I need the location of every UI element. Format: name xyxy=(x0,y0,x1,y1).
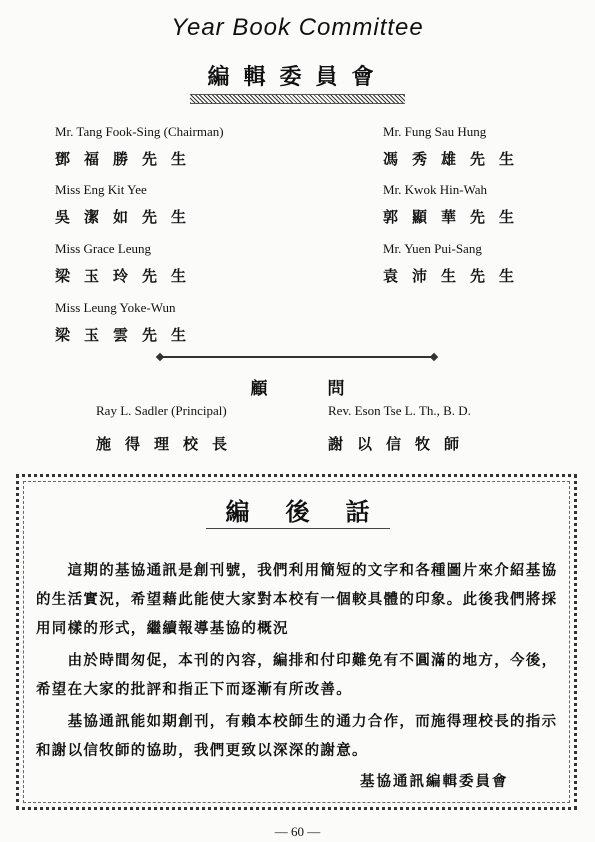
committee-member xyxy=(55,124,224,169)
committee-member xyxy=(55,300,200,345)
member-name-zh: 郭顯華先生 xyxy=(383,210,529,226)
advisor-name-en: Ray L. Sadler (Principal) xyxy=(96,403,227,418)
advisor xyxy=(96,403,241,454)
afterword-title-rule xyxy=(206,528,390,530)
member-name-en: Mr. Kwok Hin-Wah xyxy=(383,182,488,197)
member-name-en: Miss Grace Leung xyxy=(55,241,152,256)
committee-member xyxy=(383,124,528,169)
committee-member xyxy=(383,182,528,227)
member-name-zh: 鄧福勝先生 xyxy=(55,152,201,168)
advisors-heading: 顧問 xyxy=(250,379,405,398)
advisor-name-zh: 施得理校長 xyxy=(96,437,242,453)
member-name-en: Miss Leung Yoke-Wun xyxy=(55,300,176,315)
member-name-en: Mr. Fung Sau Hung xyxy=(383,124,487,139)
hatched-rule xyxy=(190,94,405,104)
committee-member xyxy=(55,182,200,227)
member-name-en: Miss Eng Kit Yee xyxy=(55,182,147,197)
member-name-zh: 袁沛生先生 xyxy=(383,269,529,285)
afterword-paragraph: 基協通訊能如期創刊，有賴本校師生的通力合作，而施得理校長的指示和謝以信牧師的協助，我們更致以深深的謝意。 xyxy=(36,714,558,759)
page-title: Year Book Committee xyxy=(171,14,424,41)
member-name-zh: 梁玉玲先生 xyxy=(55,269,201,285)
advisor-name-zh: 謝以信牧師 xyxy=(328,437,474,453)
member-name-en: Mr. Tang Fook-Sing (Chairman) xyxy=(55,124,224,139)
member-name-zh: 吳潔如先生 xyxy=(55,210,201,226)
member-name-zh: 馮秀雄先生 xyxy=(383,152,529,168)
advisor-name-en: Rev. Eson Tse L. Th., B. D. xyxy=(328,403,471,418)
afterword-signature: 基協通訊編輯委員會 xyxy=(360,774,509,790)
page-subtitle: 編輯委員會 xyxy=(207,64,388,89)
afterword-paragraph: 由於時間匆促，本刊的內容，編排和付印難免有不圓滿的地方，今後，希望在大家的批評和指正下而逐漸有所改善。 xyxy=(36,653,558,698)
afterword-title: 編後話 xyxy=(225,500,406,526)
member-name-en: Mr. Yuen Pui-Sang xyxy=(383,241,482,256)
member-name-zh: 梁玉雲先生 xyxy=(55,328,201,344)
committee-member xyxy=(55,241,200,286)
page-number: — 60 — xyxy=(274,824,321,839)
afterword-paragraph: 這期的基協通訊是創刊號，我們利用簡短的文字和各種圖片來介紹基協的生活實況，希望藉此能使大家對本校有一個較具體的印象。此後我們將採用同樣的形式，繼續報導基協的概況 xyxy=(36,563,558,637)
advisor xyxy=(328,403,473,454)
committee-member xyxy=(383,241,528,286)
section-divider xyxy=(160,356,434,359)
